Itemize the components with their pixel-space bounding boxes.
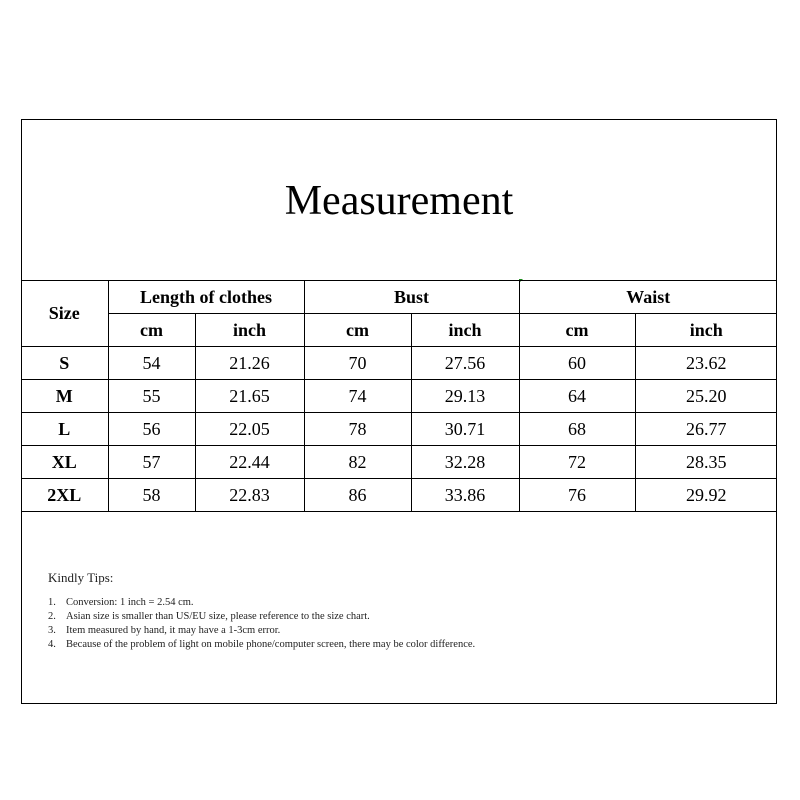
- table-cell: 21.26: [195, 347, 304, 380]
- tip-number: 1.: [48, 597, 56, 608]
- table-unit-row: [21, 314, 777, 347]
- table-cell: 30.71: [411, 413, 519, 446]
- table-cell: 74: [304, 380, 411, 413]
- size-chart-frame: [21, 119, 777, 704]
- table-cell: 56: [108, 413, 195, 446]
- table-cell: 60: [519, 347, 635, 380]
- tip-text: Because of the problem of light on mobile phone/computer screen, there may be color difference.: [66, 639, 476, 650]
- table-cell: 23.62: [635, 347, 777, 380]
- size-label: XL: [21, 446, 108, 479]
- table-row: [21, 446, 777, 479]
- table-cell: 25.20: [635, 380, 777, 413]
- table-cell: 68: [519, 413, 635, 446]
- table-cell: 64: [519, 380, 635, 413]
- table-cell: 57: [108, 446, 195, 479]
- table-cell: 28.35: [635, 446, 777, 479]
- kindly-tips: [48, 570, 488, 652]
- unit-header: inch: [635, 314, 777, 347]
- tip-text: Asian size is smaller than US/EU size, please reference to the size chart.: [66, 611, 370, 622]
- table-cell: 78: [304, 413, 411, 446]
- table-row: [21, 413, 777, 446]
- table-cell: 29.13: [411, 380, 519, 413]
- tip-text: Item measured by hand, it may have a 1-3cm error.: [66, 625, 281, 636]
- table-cell: 27.56: [411, 347, 519, 380]
- table-cell: 86: [304, 479, 411, 512]
- list-item: [48, 624, 488, 638]
- table-cell: 54: [108, 347, 195, 380]
- unit-header: inch: [411, 314, 519, 347]
- table-cell: 22.44: [195, 446, 304, 479]
- size-label: S: [21, 347, 108, 380]
- table-cell: 72: [519, 446, 635, 479]
- table-cell: 21.65: [195, 380, 304, 413]
- group-header-waist: Waist: [519, 281, 777, 314]
- table-cell: 29.92: [635, 479, 777, 512]
- size-column-header: Size: [21, 281, 108, 347]
- table-row: [21, 347, 777, 380]
- list-item: [48, 610, 488, 624]
- table-cell: 26.77: [635, 413, 777, 446]
- table-cell: 33.86: [411, 479, 519, 512]
- list-item: [48, 596, 488, 610]
- size-label: L: [21, 413, 108, 446]
- unit-header: cm: [304, 314, 411, 347]
- table-cell: 22.83: [195, 479, 304, 512]
- list-item: [48, 638, 488, 652]
- tips-list: [48, 596, 488, 652]
- table-row: [21, 380, 777, 413]
- table-cell: 70: [304, 347, 411, 380]
- group-header-bust: Bust: [304, 281, 519, 314]
- unit-header: inch: [195, 314, 304, 347]
- table-row: [21, 479, 777, 512]
- table-header-row: [21, 281, 777, 314]
- tip-text: Conversion: 1 inch = 2.54 cm.: [66, 597, 194, 608]
- tips-heading: Kindly Tips:: [48, 570, 114, 585]
- size-label: M: [21, 380, 108, 413]
- table-cell: 32.28: [411, 446, 519, 479]
- unit-header: cm: [519, 314, 635, 347]
- tip-number: 3.: [48, 625, 56, 636]
- table-cell: 22.05: [195, 413, 304, 446]
- table-cell: 55: [108, 380, 195, 413]
- table-cell: 82: [304, 446, 411, 479]
- table-cell: 76: [519, 479, 635, 512]
- tip-number: 4.: [48, 639, 56, 650]
- size-table: [21, 280, 777, 512]
- tip-number: 2.: [48, 611, 56, 622]
- page-title: Measurement: [284, 178, 514, 224]
- unit-header: cm: [108, 314, 195, 347]
- size-label: 2XL: [21, 479, 108, 512]
- group-header-length: Length of clothes: [108, 281, 304, 314]
- table-cell: 58: [108, 479, 195, 512]
